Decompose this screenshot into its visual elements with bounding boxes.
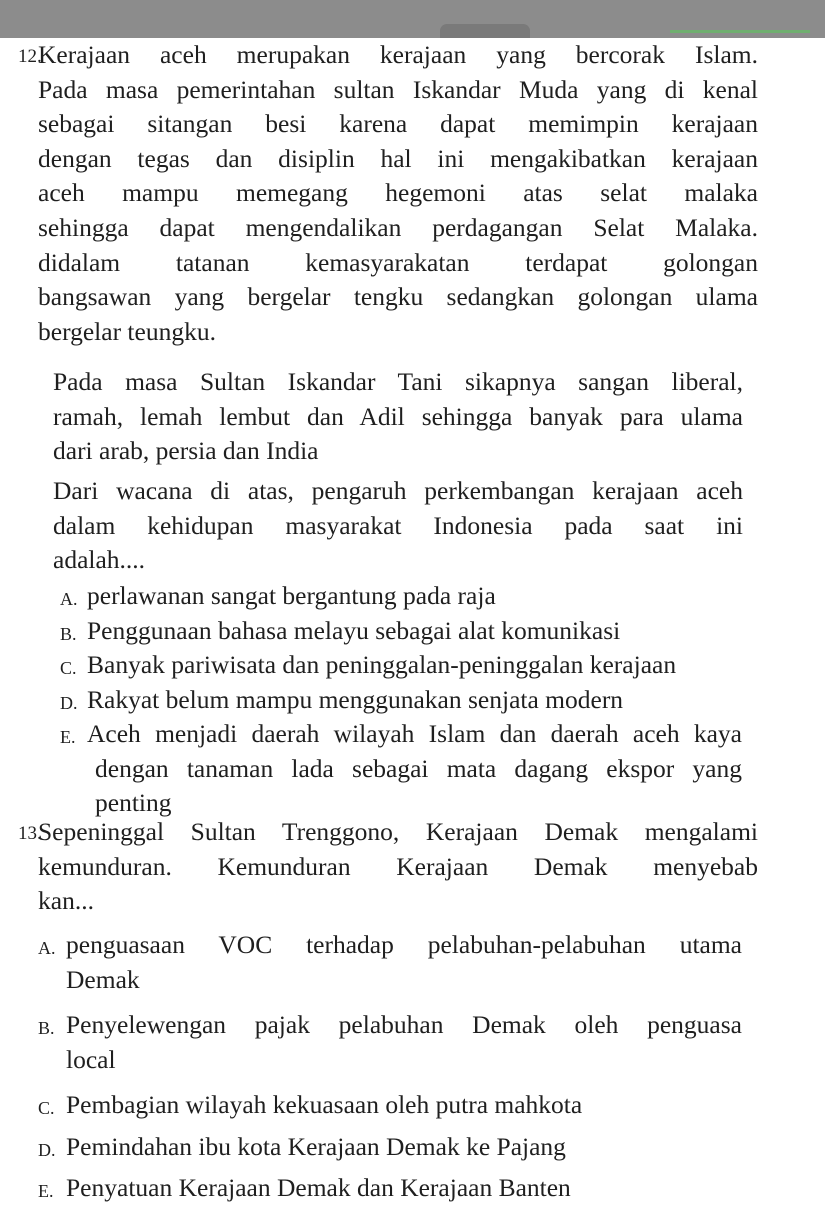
passage-line: sebagai sitangan besi karena dapat memimpin kerajaan: [38, 109, 758, 139]
passage-line: bergelar teungku.: [38, 316, 216, 346]
prompt-line: Sepeninggal Sultan Trenggono, Kerajaan Demak mengalami: [38, 817, 758, 846]
option-text: [87, 717, 742, 821]
option-letter: B.: [60, 624, 77, 644]
option-text: Penggunaan bahasa melayu sebagai alat komunikasi: [87, 616, 621, 645]
option-letter: E.: [38, 1181, 54, 1201]
option-line: penguasaan VOC terhadap pelabuhan-pelabuhan utama: [66, 930, 742, 959]
photo-top-streak: [670, 30, 810, 33]
option-text: [66, 1008, 742, 1077]
photo-top-shadow: [440, 24, 530, 38]
option-text: Pembagian wilayah kekuasaan oleh putra mahkota: [66, 1090, 583, 1119]
option-letter: A.: [60, 589, 78, 609]
prompt-line: kan...: [38, 886, 94, 916]
prompt-line: adalah....: [53, 545, 146, 575]
paragraph-line: ramah, lemah lembut dan Adil sehingga banyak para ulama: [53, 401, 743, 431]
question-number: 12.: [18, 46, 42, 67]
passage-line: Kerajaan aceh merupakan kerajaan yang bercorak Islam.: [38, 40, 758, 69]
passage-line: dengan tegas dan disiplin hal ini mengakibatkan kerajaan: [38, 143, 758, 173]
option-text: Penyatuan Kerajaan Demak dan Kerajaan Banten: [66, 1173, 571, 1202]
option-text: Banyak pariwisata dan peninggalan-peninggalan kerajaan: [87, 650, 677, 679]
prompt-line: Dari wacana di atas, pengaruh perkembangan kerajaan aceh: [53, 476, 743, 505]
option-line: dengan tanaman lada sebagai mata dagang ekspor yang: [95, 753, 742, 783]
paragraph-line: Pada masa Sultan Iskandar Tani sikapnya sangan liberal,: [53, 367, 743, 396]
option-text: Pemindahan ibu kota Kerajaan Demak ke Pajang: [66, 1132, 566, 1161]
option-line: Penyelewengan pajak pelabuhan Demak oleh penguasa: [66, 1010, 742, 1039]
paragraph-line: dari arab, persia dan India: [53, 436, 319, 466]
question-13-prompt: [38, 815, 758, 919]
question-12-passage: [38, 38, 758, 349]
option-letter: D.: [60, 693, 78, 713]
option-letter: B.: [38, 1018, 55, 1038]
passage-line: bangsawan yang bergelar tengku sedangkan golongan ulama: [38, 282, 758, 312]
option-line: Demak: [66, 964, 140, 994]
option-letter: E.: [60, 727, 76, 747]
option-line: penting: [95, 788, 172, 818]
option-letter: C.: [60, 658, 77, 678]
question-number: 13.: [18, 823, 42, 844]
prompt-line: kemunduran. Kemunduran Kerajaan Demak menyebab: [38, 851, 758, 881]
option-text: Rakyat belum mampu menggunakan senjata modern: [87, 685, 624, 714]
option-letter: A.: [38, 938, 56, 958]
passage-line: didalam tatanan kemasyarakatan terdapat golongan: [38, 247, 758, 277]
option-text: [66, 928, 742, 997]
prompt-line: dalam kehidupan masyarakat Indonesia pada saat ini: [53, 510, 743, 540]
passage-line: Pada masa pemerintahan sultan Iskandar Muda yang di kenal: [38, 74, 758, 104]
question-12-prompt: [53, 474, 743, 578]
passage-line: aceh mampu memegang hegemoni atas selat malaka: [38, 178, 758, 208]
option-letter: C.: [38, 1098, 55, 1118]
passage-line: sehingga dapat mengendalikan perdagangan Selat Malaka.: [38, 212, 758, 242]
option-line: local: [66, 1044, 116, 1074]
option-line: Aceh menjadi daerah wilayah Islam dan daerah aceh kaya: [87, 719, 742, 748]
question-12-paragraph-2: [53, 365, 743, 469]
photo-top-edge: [0, 0, 825, 38]
option-text: perlawanan sangat bergantung pada raja: [87, 581, 496, 610]
option-letter: D.: [38, 1140, 56, 1160]
